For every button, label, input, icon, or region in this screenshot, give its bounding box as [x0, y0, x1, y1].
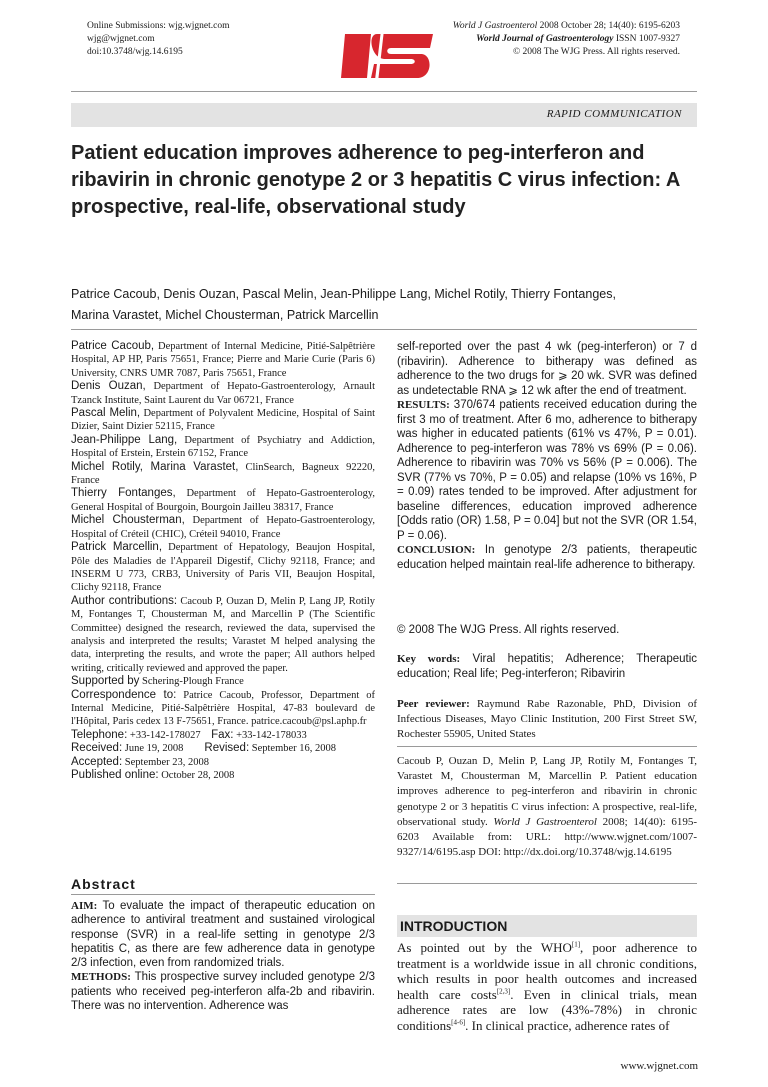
affiliation-text: Department of Hepatology, Beaujon Hospital, Pôle des Maladies de l'Appareil Digestif, Clichy 92118, France; and INSERM U 773, CRB3, University of Paris VII, Beaujon Hospital, Clichy 92118, France	[71, 542, 375, 594]
results-label: RESULTS:	[397, 399, 450, 411]
received-value: June 19, 2008	[122, 743, 184, 755]
affiliation	[71, 514, 375, 541]
supported-label: Supported by	[71, 675, 140, 688]
affiliation-name: Thierry Fontanges,	[71, 487, 176, 500]
intro-part: . In clinical practice, adherence rates of	[465, 1017, 670, 1033]
peer-text: Raymund Rabe Razonable, PhD, Division of Infectious Diseases, Mayo Clinic Institution, 200 First Street SW, Rochester 55905, United States	[397, 698, 697, 740]
affiliation-name: Pascal Melin,	[71, 407, 141, 420]
aim-label: AIM:	[71, 900, 98, 912]
conclusion-text: In genotype 2/3 patients, therapeutic education helped maintain real-life adherence to bitherapy.	[397, 544, 697, 571]
intro-part: . Even in clinical trials, mean adherence rates are low (43%-78%) in chronic conditions	[397, 986, 698, 1033]
intro-part: As pointed out by the WHO	[397, 940, 572, 955]
aim-text: To evaluate the impact of therapeutic education on adherence to antiviral treatment and sustained virological response (SVR) in a real-life setting in genotype 2/3 hepatitis C, as there are few adherence data in genotype 2/3 infection, even from randomized trials.	[71, 900, 375, 970]
abstract-aim	[71, 899, 375, 970]
revised-label: Revised:	[204, 742, 250, 755]
fax-label: Fax:	[211, 728, 234, 741]
citation-divider-bottom	[397, 883, 697, 884]
affiliation-name: Patrick Marcellin,	[71, 541, 163, 554]
author-contributions	[71, 595, 375, 675]
fax-value: +33-142-178033	[233, 729, 307, 741]
journal-abbrev: World J Gastroenterol	[452, 21, 538, 31]
methods-cont-c: 12 wk after the end of treatment.	[517, 384, 687, 397]
journal-name: World Journal of Gastroenterology	[476, 34, 614, 44]
journal-logo-icon	[337, 26, 439, 86]
published-label: Published online:	[71, 769, 159, 781]
received-label: Received:	[71, 742, 123, 755]
affiliation	[71, 434, 375, 461]
methods-cont-b: 20 wk. SVR was defined as undetectable RNA	[397, 370, 697, 397]
affiliation-text: ClinSearch, Bagneux 92220, France	[71, 461, 375, 487]
affiliation-text: Department of Hepato-Gastroenterology, General Hospital of Bourgoin, Bourgoin Jailleu 38317, France	[71, 488, 376, 513]
contact-phone	[71, 729, 375, 742]
affiliation-name: Michel Chousterman,	[71, 514, 185, 527]
affiliation-text: Department of Hepato-Gastroenterology, Hospital of Créteil (CHIC), Créteil 94010, France	[71, 515, 375, 540]
accepted-value: September 23, 2008	[122, 756, 210, 768]
peer-label: Peer reviewer:	[397, 698, 470, 710]
header-right	[453, 20, 680, 59]
intro-text	[397, 940, 697, 1033]
affiliation	[71, 487, 375, 514]
reference-link[interactable]: [1]	[571, 940, 581, 949]
abstract-left	[71, 899, 375, 1013]
methods-label: METHODS:	[71, 971, 131, 984]
affiliation-name: Michel Rotily, Marina Varastet,	[71, 460, 239, 473]
issn: ISSN 1007-9327	[613, 34, 680, 44]
methods-cont-a: self-reported over the past 4 wk (peg-interferon) or 7 d (ribavirin). Adherence to bitherapy was defined as adherence to the two drugs for	[397, 341, 697, 382]
abstract-heading: Abstract	[71, 876, 136, 892]
article-title: Patient education improves adherence to peg-interferon and ribavirin in chronic genotype 2 or 3 hepatitis C virus infection: A prospective, real-life, observational study	[71, 142, 680, 218]
citation	[397, 754, 697, 860]
keywords	[397, 652, 697, 682]
abstract-right	[397, 340, 697, 572]
header-divider	[71, 91, 697, 92]
affiliation	[71, 340, 375, 380]
published-line	[71, 769, 375, 782]
authors-line-1: Patrice Cacoub, Denis Ouzan, Pascal Melin, Jean-Philippe Lang, Michel Rotily, Thierry Fontanges,	[71, 287, 616, 301]
ge-symbol-1: ⩾	[558, 370, 568, 382]
received-line	[71, 742, 375, 755]
citation-text: Cacoub P, Ouzan D, Melin P, Lang JP, Rotily M, Fontanges T, Varastet M, Chousterman M, Marcellin P. Patient education improves adherence to peg-interferon and ribavirin in chronic genotype 2 or 3 hepatitis C virus infection: A prospective, real-life, observational study.	[397, 755, 697, 828]
affiliation-text: Department of Hepato-Gastroenterology, Arnault Tzanck Institute, Saint Laurent du Var 06721, France	[71, 381, 375, 406]
doi-line: doi:10.3748/wjg.14.6195	[87, 47, 183, 57]
section-label: RAPID COMMUNICATION	[546, 108, 682, 120]
header-left	[87, 20, 230, 59]
correspondence	[71, 689, 375, 729]
results-text: 370/674 patients received education during the first 3 mo of treatment. After 6 mo, adherence to bitherapy was higher in educated patients (61% vs 47%, P = 0.01). Adherence to peg-interferon was 78% vs 69% (P = 0.06). Adherence to ribavirin was 70% vs 56% (P = 0.006). The SVR (77% vs 70%, P = 0.05) and relapse (10% vs 16%, P = 0.09) rates tended to be improved. After adjustment for baseline differences, education improved adherence [Odds ratio (OR) 1.58, P = 0.04] but not the SVR (OR 1.54, P = 0.06).	[397, 399, 697, 542]
author-list	[71, 284, 701, 326]
telephone-label: Telephone:	[71, 728, 128, 741]
authors-divider	[71, 329, 697, 330]
abstract-copyright: © 2008 The WJG Press. All rights reserved.	[397, 624, 620, 636]
citation-links[interactable]: 2008; 14(40): 6195-6203 Available from: URL: http://www.wjgnet.com/1007-9327/14/6195.asp DOI: http://dx.doi.org/10.3748/wjg.14.6195	[397, 815, 698, 859]
revised-value: September 16, 2008	[249, 743, 337, 755]
affiliation	[71, 461, 375, 488]
intro-part: , poor adherence to treatment is a worldwide issue in all chronic conditions, which results in poor health outcomes and increased health care costs	[397, 940, 697, 1002]
keywords-label: Key words:	[397, 653, 461, 665]
contributions-text: Cacoub P, Ouzan D, Melin P, Lang JP, Rotily M, Fontanges T, Chousterman M, and Marcellin P (The Scientific Committee) designed the research, reviewed the data, supervised the analysis and interpreted the results; Varastet M helped analysing the data, interpreting the results, and wrote the paper; All authors helped writing, critically reviewed and approved the paper.	[71, 595, 375, 674]
reference-link[interactable]: [4-6]	[451, 1018, 466, 1027]
issue-date: 2008 October 28; 14(40): 6195-6203	[537, 21, 680, 31]
correspondence-text: Patrice Cacoub, Professor, Department of Internal Medicine, Pitié-Salpêtrière Hospital, 47-83 boulevard de l'Hôpital, Paris cedex 13 F-75651, France. patrice.cacoub@psl.aphp.fr	[71, 689, 375, 728]
abstract-results	[397, 398, 697, 543]
affiliation	[71, 541, 375, 595]
contributions-label: Author contributions:	[71, 594, 178, 607]
citation-journal: World J Gastroenterol	[493, 815, 597, 828]
authors-line-2: Marina Varastet, Michel Chousterman, Patrick Marcellin	[71, 308, 379, 322]
affiliation-name: Jean-Philippe Lang,	[71, 433, 178, 446]
ge-symbol-2: ⩾	[508, 384, 518, 397]
affiliation-text: Department of Internal Medicine, Pitié-Salpêtrière Hospital, AP HP, Paris 75651, France; Pierre and Marie Curie (Paris 6) University, CNRS UMR 7087, Paris 75651, France	[71, 341, 375, 379]
abstract-conclusion	[397, 543, 697, 572]
affiliation-name: Patrice Cacoub,	[71, 340, 155, 352]
accepted-line	[71, 756, 375, 769]
footer-url[interactable]: www.wjgnet.com	[620, 1060, 698, 1072]
abstract-methods	[71, 970, 375, 1013]
conclusion-label: CONCLUSION:	[397, 544, 476, 556]
affiliations-block	[71, 340, 375, 782]
peer-reviewer	[397, 697, 697, 742]
telephone-value: +33-142-178027	[127, 729, 201, 741]
affiliation	[71, 380, 375, 407]
submission-line: Online Submissions: wjg.wjgnet.com	[87, 21, 230, 31]
accepted-label: Accepted:	[71, 755, 123, 768]
supported-text: Schering-Plough France	[139, 676, 244, 688]
header-copyright: © 2008 The WJG Press. All rights reserved.	[512, 47, 680, 57]
correspondence-label: Correspondence to:	[71, 688, 177, 701]
keywords-text: Viral hepatitis; Adherence; Therapeutic education; Real life; Peg-interferon; Ribavirin	[397, 653, 698, 680]
methods-text: This prospective survey included genotype 2/3 patients who received peg-interferon alfa-2b and ribavirin. There was no intervention. Adherence was	[71, 971, 375, 1013]
affiliation	[71, 407, 375, 434]
supported-by	[71, 675, 375, 688]
affiliation-text: Department of Psychiatry and Addiction, Hospital of Erstein, Erstein 67152, France	[71, 434, 375, 460]
reference-link[interactable]: [2,3]	[496, 987, 511, 996]
published-value: October 28, 2008	[158, 770, 235, 781]
intro-heading: INTRODUCTION	[400, 918, 508, 934]
email-line[interactable]: wjg@wjgnet.com	[87, 34, 155, 44]
methods-continued	[397, 340, 697, 398]
citation-divider-top	[397, 746, 697, 747]
affiliation-text: Department of Polyvalent Medicine, Hospital of Saint Dizier, Saint Dizier 52115, France	[71, 408, 375, 433]
affiliation-name: Denis Ouzan,	[71, 380, 146, 393]
abstract-divider	[71, 894, 375, 895]
